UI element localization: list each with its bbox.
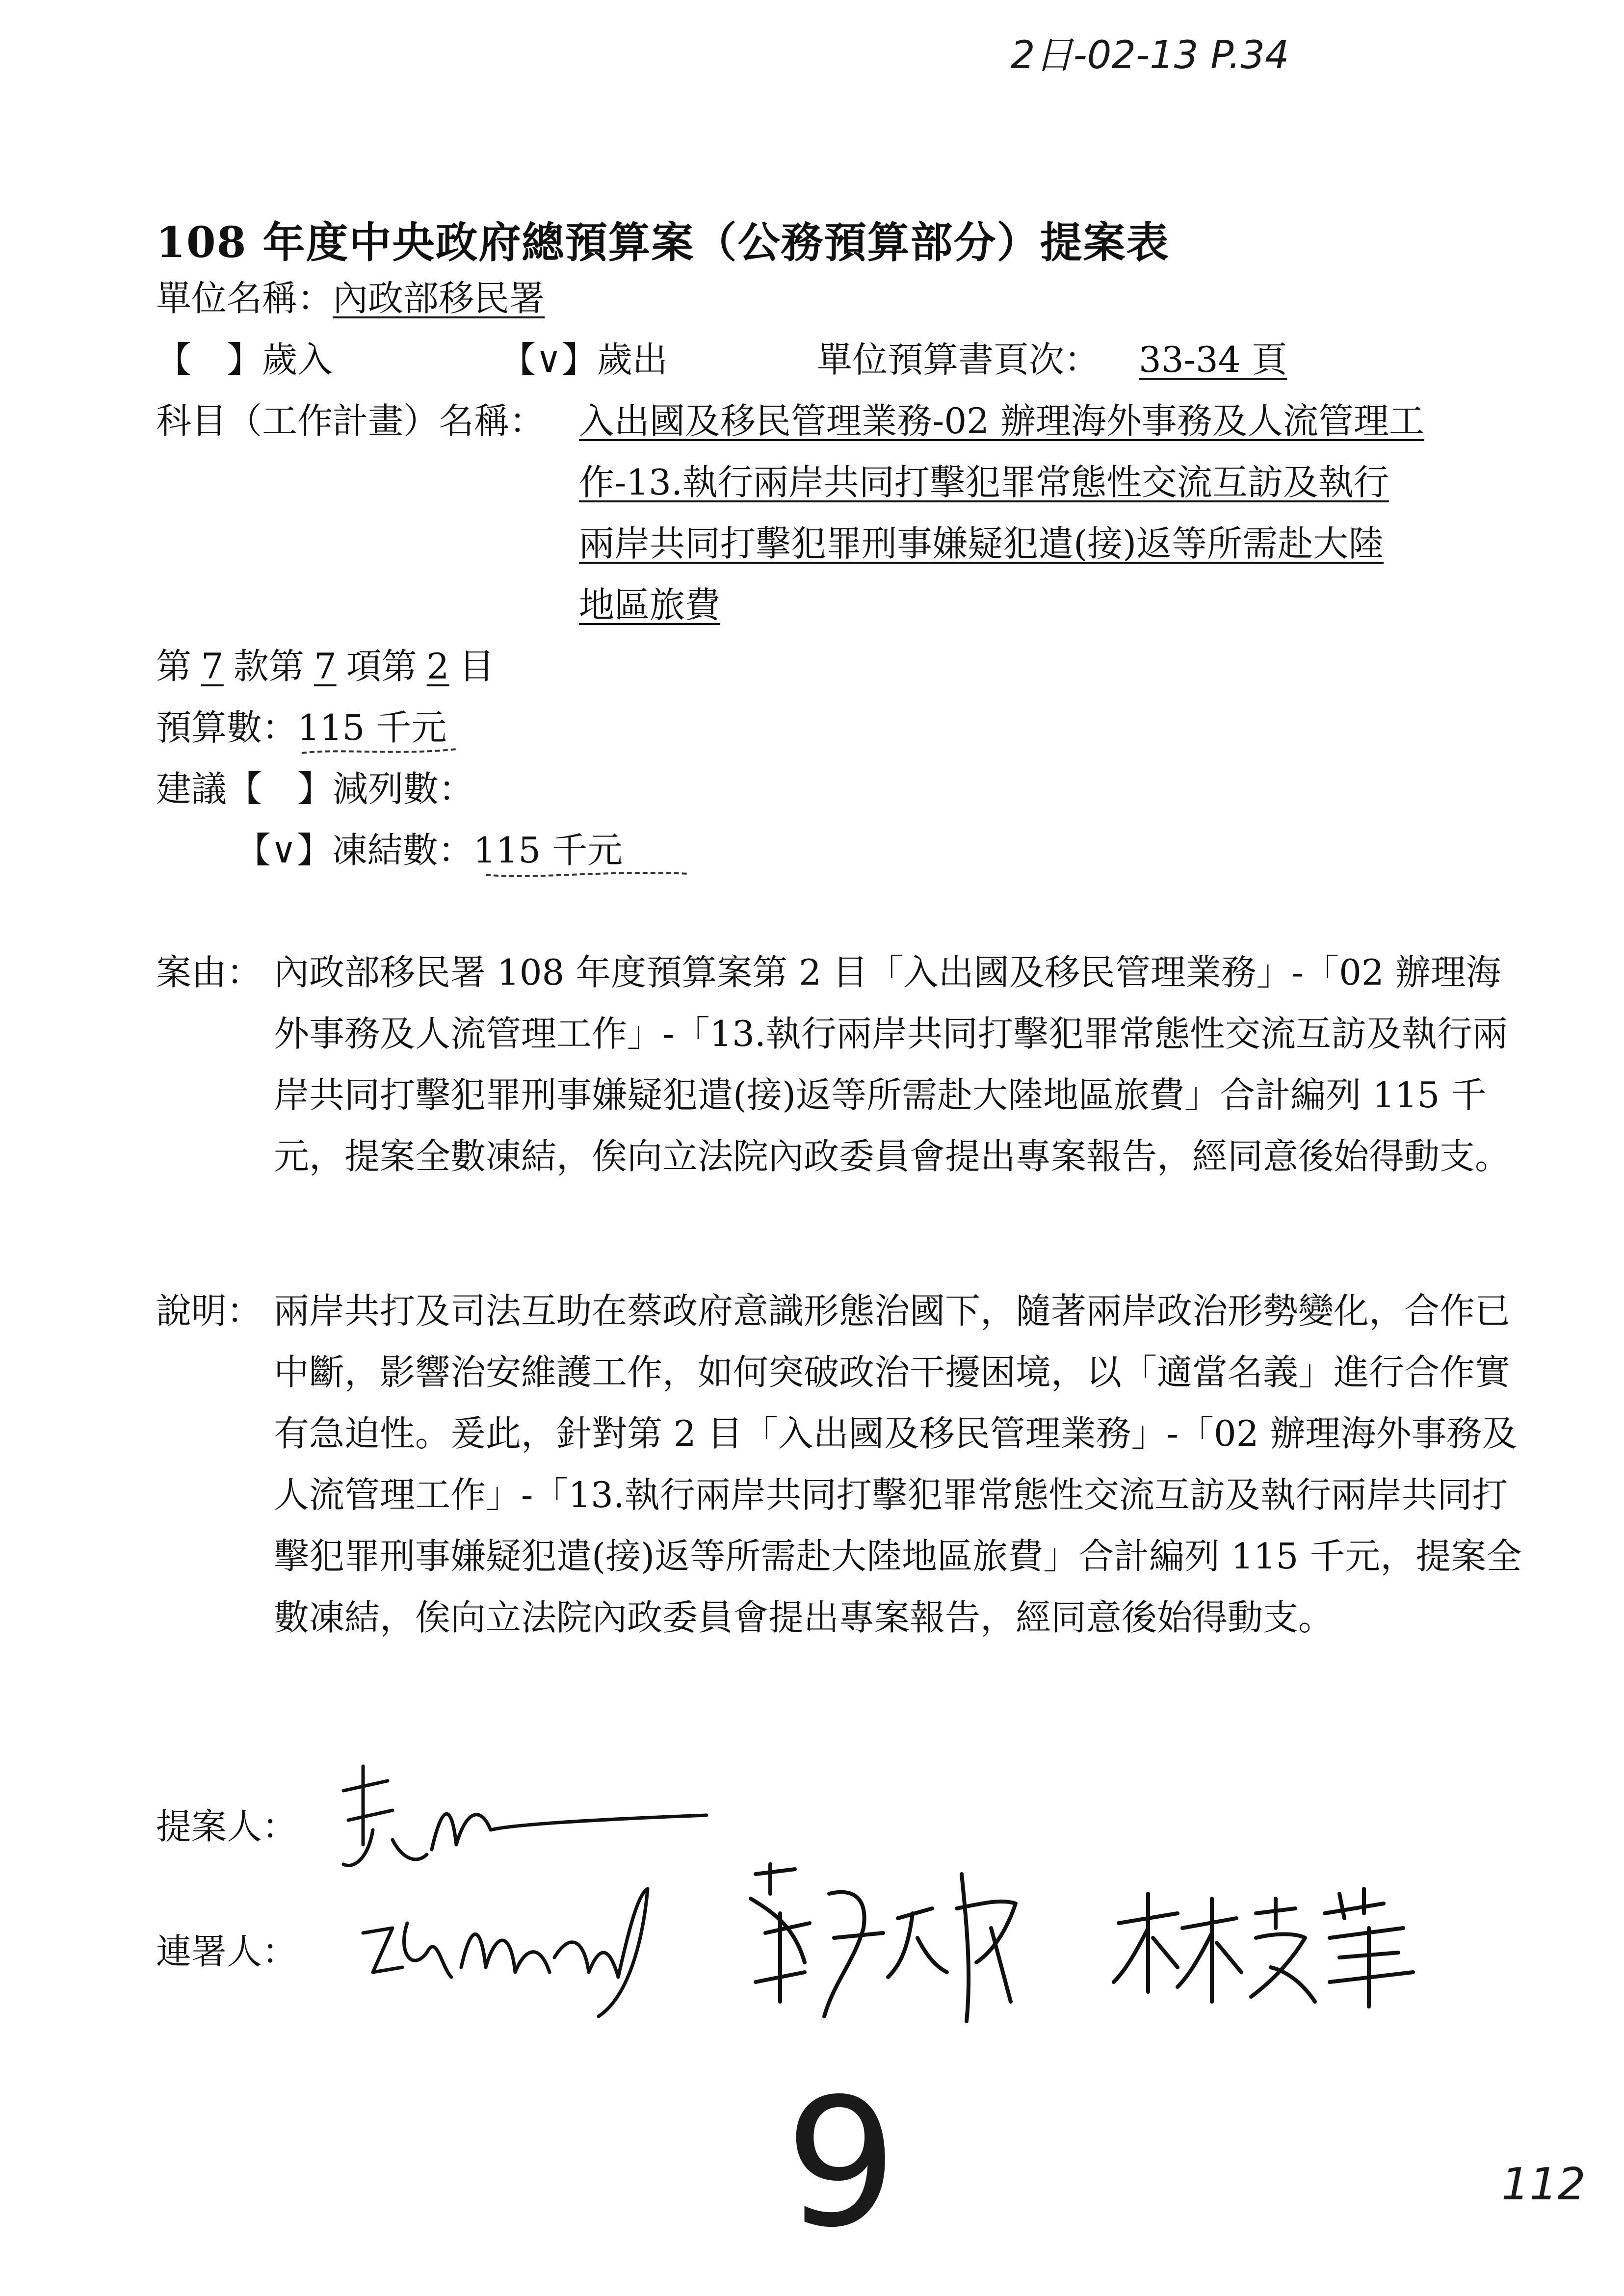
page-value: 33-34 頁	[1139, 339, 1287, 380]
proposer-signature	[334, 1747, 716, 1874]
reason-label: 案由：	[156, 952, 262, 993]
cosigner-signature-2	[736, 1854, 1030, 2031]
freeze-row	[236, 829, 623, 871]
kuan-number: 7	[201, 646, 224, 687]
cosigner-signature-3	[1109, 1884, 1423, 2011]
unit-value: 內政部移民署	[333, 278, 545, 319]
freeze-label: 【∨】凍結數：	[236, 830, 473, 871]
cosigner-signature-1	[353, 1874, 657, 2021]
subject-line: 入出國及移民管理業務-02 辦理海外事務及人流管理工	[579, 400, 1424, 442]
subject-line: 兩岸共同打擊犯罪刑事嫌疑犯遣(接)返等所需赴大陸	[579, 523, 1384, 564]
page-label: 單位預算書頁次：	[817, 339, 1100, 380]
budget-value: 115 千元	[297, 707, 447, 748]
code-text: 第	[156, 646, 192, 687]
cosigner-label: 連署人：	[156, 1931, 298, 1972]
unit-row	[156, 277, 545, 319]
hand-underline-freeze	[483, 866, 694, 881]
xiang-number: 7	[314, 646, 337, 687]
budget-book-page	[817, 339, 1326, 381]
subject-line: 作-13.執行兩岸共同打擊犯罪常態性交流互訪及執行	[579, 462, 1389, 503]
revenue-checkbox: 【 】歲入	[156, 339, 333, 380]
proposer-label: 提案人：	[156, 1806, 298, 1847]
page-title: 108 年度中央政府總預算案（公務預算部分）提案表	[156, 218, 1170, 267]
code-text: 款第	[233, 646, 304, 687]
reason-text: 內政部移民署 108 年度預算案第 2 目「入出國及移民管理業務」-「02 辦理海外事務及人流管理工作」-「13.執行兩岸共同打擊犯罪常態性交流互訪及執行兩岸共同打擊犯罪刑事嫌疑犯遣(接)返等所需赴大陸地區旅費」合計編列 115 千元，提案全數凍結，俟向立法院內政委員會提出專案報告，經同意後始得動支。	[274, 952, 1511, 1177]
explanation-text: 兩岸共打及司法互助在蔡政府意識形態治國下，隨著兩岸政治形勢變化，合作已中斷，影響治安維護工作，如何突破政治干擾困境，以「適當名義」進行合作實有急迫性。爰此，針對第 2 目「入出國及移民管理業務」-「02 辦理海外事務及人流管理工作」-「13.執行兩岸共同打擊犯罪常態性交流互訪及執行兩岸共同打擊犯罪刑事嫌疑犯遣(接)返等所需赴大陸地區旅費」合計編列 115 千元，提案全數凍結，俟向立法院內政委員會提出專案報告，經同意後始得動支。	[274, 1290, 1522, 1638]
handwritten-page-number: 112	[1501, 2159, 1586, 2210]
explanation-label: 說明：	[156, 1290, 262, 1331]
handwritten-number: 9	[785, 2061, 898, 2266]
budget-label: 預算數：	[156, 707, 298, 748]
handwritten-reference: 2日-02-13 P.34	[1011, 33, 1289, 78]
code-text: 項第	[346, 646, 417, 687]
hand-underline-budget	[299, 743, 461, 758]
code-text: 目	[459, 646, 495, 687]
budget-row	[156, 706, 446, 749]
expenditure-checkbox: 【∨】歲出	[500, 339, 668, 380]
mu-number: 2	[426, 646, 449, 687]
freeze-value: 115 千元	[473, 830, 623, 871]
cut-suggestion: 建議【 】減列數：	[156, 768, 474, 809]
subject-line: 地區旅費	[579, 584, 721, 626]
subject-label: 科目（工作計畫）名稱：	[156, 400, 545, 442]
unit-label: 單位名稱：	[156, 278, 333, 319]
item-codes	[156, 645, 495, 687]
